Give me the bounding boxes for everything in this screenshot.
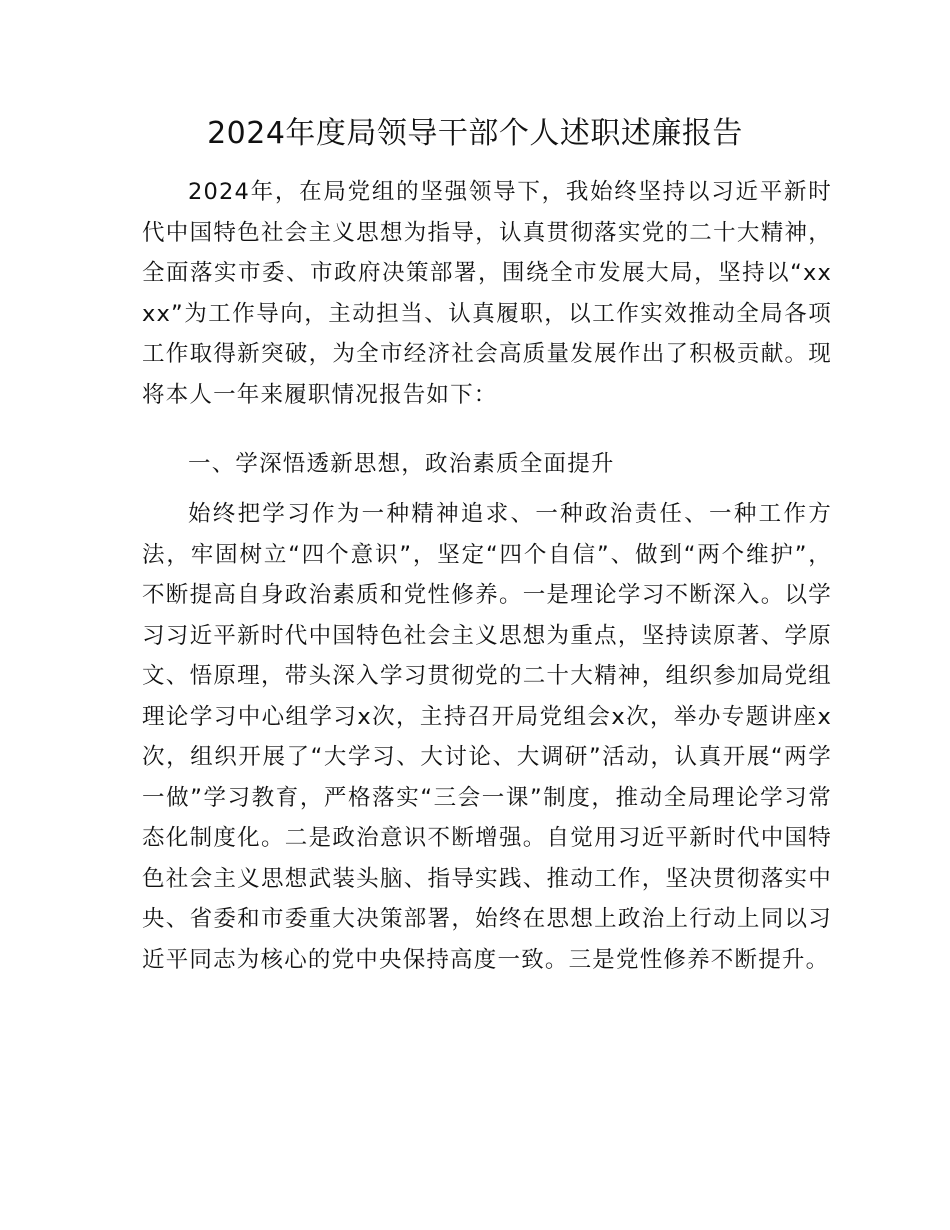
section-heading: 一、学深悟透新思想，政治素质全面提升 [188,451,615,477]
intro-paragraph: 2024年，在局党组的坚强领导下，我始终坚持以习近平新时代中国特色社会主义思想为指导，认真贯彻落实党的二十大精神，全面落实市委、市政府决策部署，围绕全市发展大局，坚持以“xxxx”为工作导向，主动担当、认真履职，以工作实效推动全局各项工作取得新突破，为全市经济社会高质量发展作出了积极贡献。现将本人一年来履职情况报告如下： [142,179,832,408]
section-paragraph: 始终把学习作为一种精神追求、一种政治责任、一种工作方法，牢固树立“四个意识”，坚定“四个自信”、做到“两个维护”，不断提高自身政治素质和党性修养。一是理论学习不断深入。以学习习近平新时代中国特色社会主义思想为重点，坚持读原著、学原文、悟原理，带头深入学习贯彻党的二十大精神，组织参加局党组理论学习中心组学习x次，主持召开局党组会x次，举办专题讲座x次，组织开展了“大学习、大讨论、大调研”活动，认真开展“两学一做”学习教育，严格落实“三会一课”制度，推动全局理论学习常态化制度化。二是政治意识不断增强。自觉用习近平新时代中国特色社会主义思想武装头脑、指导实践、推动工作，坚决贯彻落实中央、省委和市委重大决策部署，始终在思想上政治上行动上同以习近平同志为核心的党中央保持高度一致。三是党性修养不断提升。 [142,501,832,973]
document-title: 2024年度局领导干部个人述职述廉报告 [207,116,743,151]
